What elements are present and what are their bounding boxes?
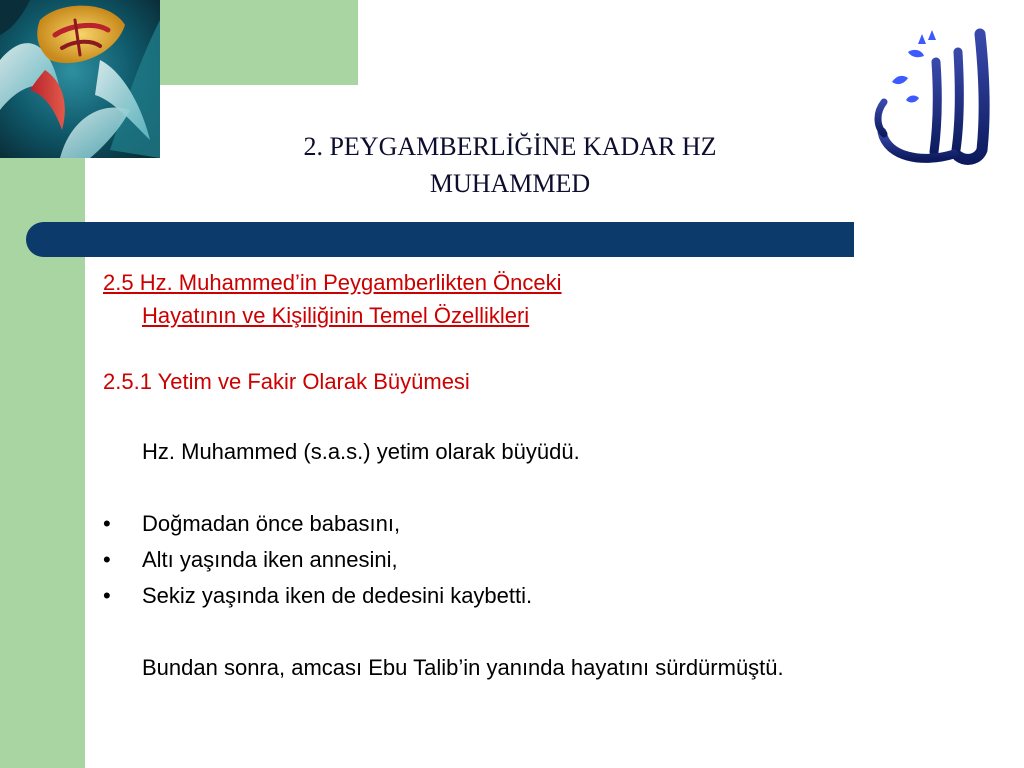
closing-paragraph: Bundan sonra, amcası Ebu Talib’in yanında hayatını sürdürmüştü. [142,655,784,680]
title-line-1: 2. PEYGAMBERLİĞİNE KADAR HZ [303,132,717,161]
list-item [103,506,883,542]
list-item-text: Doğmadan önce babasını, [142,511,401,536]
bullet-list [103,506,883,614]
section-heading-line-1: 2.5 Hz. Muhammed’in Peygamberlikten Önceki [103,270,562,295]
bullet-icon: • [103,547,111,572]
list-item [103,578,883,614]
title-line-2: MUHAMMED [429,169,591,198]
section-heading-line-2: Hayatının ve Kişiliğinin Temel Özellikleri [142,303,530,328]
list-item [103,542,883,578]
section-heading [103,266,883,332]
list-item-text: Altı yaşında iken annesini, [142,547,398,572]
bullet-icon: • [103,511,111,536]
allah-calligraphy-emblem [862,22,1002,172]
list-item-text: Sekiz yaşında iken de dedesini kaybetti. [142,583,533,608]
intro-paragraph: Hz. Muhammed (s.a.s.) yetim olarak büyüdü. [142,439,580,464]
title-divider-bar [26,222,854,257]
calligraphy-artwork-image [0,0,160,158]
subsection-heading: 2.5.1 Yetim ve Fakir Olarak Büyümesi [103,369,470,394]
slide-title [180,128,840,202]
bullet-icon: • [103,583,111,608]
slide-body [103,266,883,686]
